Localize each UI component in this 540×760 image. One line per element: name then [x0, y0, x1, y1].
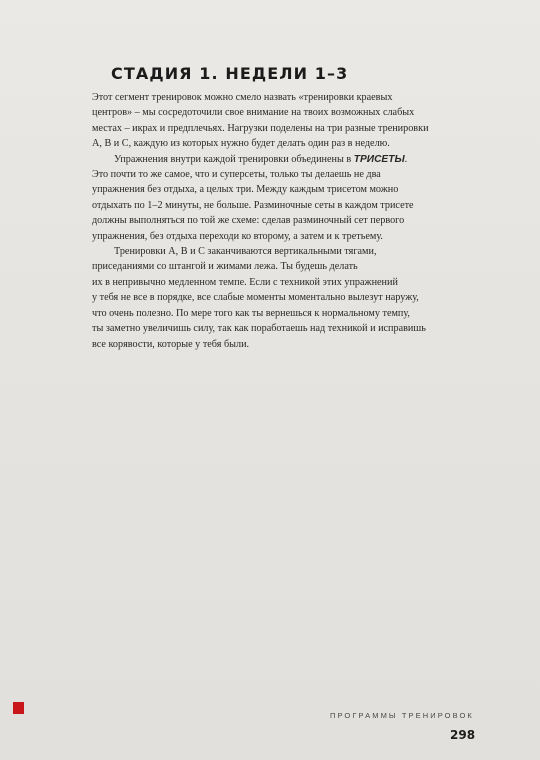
text-line: все корявости, которые у тебя были.	[92, 338, 250, 350]
text-line: ты заметно увеличишь силу, так как поработаешь над техникой и исправишь	[92, 323, 426, 335]
text-line: Этот сегмент тренировок можно смело назвать «тренировки краевых	[92, 92, 393, 103]
text-line-prefix: Упражнения внутри каждой тренировки объединены в	[114, 153, 354, 165]
text-line: Тренировки А, В и С заканчиваются вертикальными тягами,	[114, 246, 377, 258]
page-number: 298	[450, 728, 476, 742]
text-line: отдыхать по 1–2 минуты, не больше. Разминочные сеты в каждом трисете	[92, 199, 414, 211]
text-line	[92, 152, 472, 167]
paragraph-1	[92, 90, 472, 152]
paragraph-3	[92, 244, 472, 352]
text-line: местах – икрах и предплечьях. Нагрузки поделены на три разные тренировки	[92, 122, 429, 134]
text-line: А, В и С, каждую из которых нужно будет делать один раз в неделю.	[92, 138, 390, 150]
paragraph-2	[92, 152, 472, 244]
text-line: их в непривычно медленном темпе. Если с техникой этих упражнений	[92, 276, 398, 288]
text-line: что очень полезно. По мере того как ты вернешься к нормальному темпу,	[92, 307, 410, 319]
text-line: приседаниями со штангой и жимами лежа. Ты будешь делать	[92, 261, 358, 273]
text-line: Это почти то же самое, что и суперсеты, только ты делаешь не два	[92, 169, 381, 181]
body-text	[92, 90, 472, 352]
section-heading: СТАДИЯ 1. НЕДЕЛИ 1–3	[111, 64, 349, 83]
text-line: должны выполняться по той же схеме: сделав разминочный сет первого	[92, 215, 405, 227]
text-line: у тебя не все в порядке, все слабые моменты моментально вылезут наружу,	[92, 292, 419, 304]
text-line: упражнения без отдыха, а целых три. Между каждым трисетом можно	[92, 184, 399, 196]
running-footer: ПРОГРАММЫ ТРЕНИРОВОК	[330, 711, 474, 720]
text-line: упражнения, без отдыха переходи ко второму, а затем и к третьему.	[92, 230, 383, 242]
red-section-marker	[13, 702, 24, 714]
text-line: центров» – мы сосредоточили свое внимание на твоих возможных слабых	[92, 107, 415, 119]
text-line-suffix: .	[404, 153, 408, 165]
emphasized-term: ТРИСЕТЫ	[353, 153, 405, 165]
